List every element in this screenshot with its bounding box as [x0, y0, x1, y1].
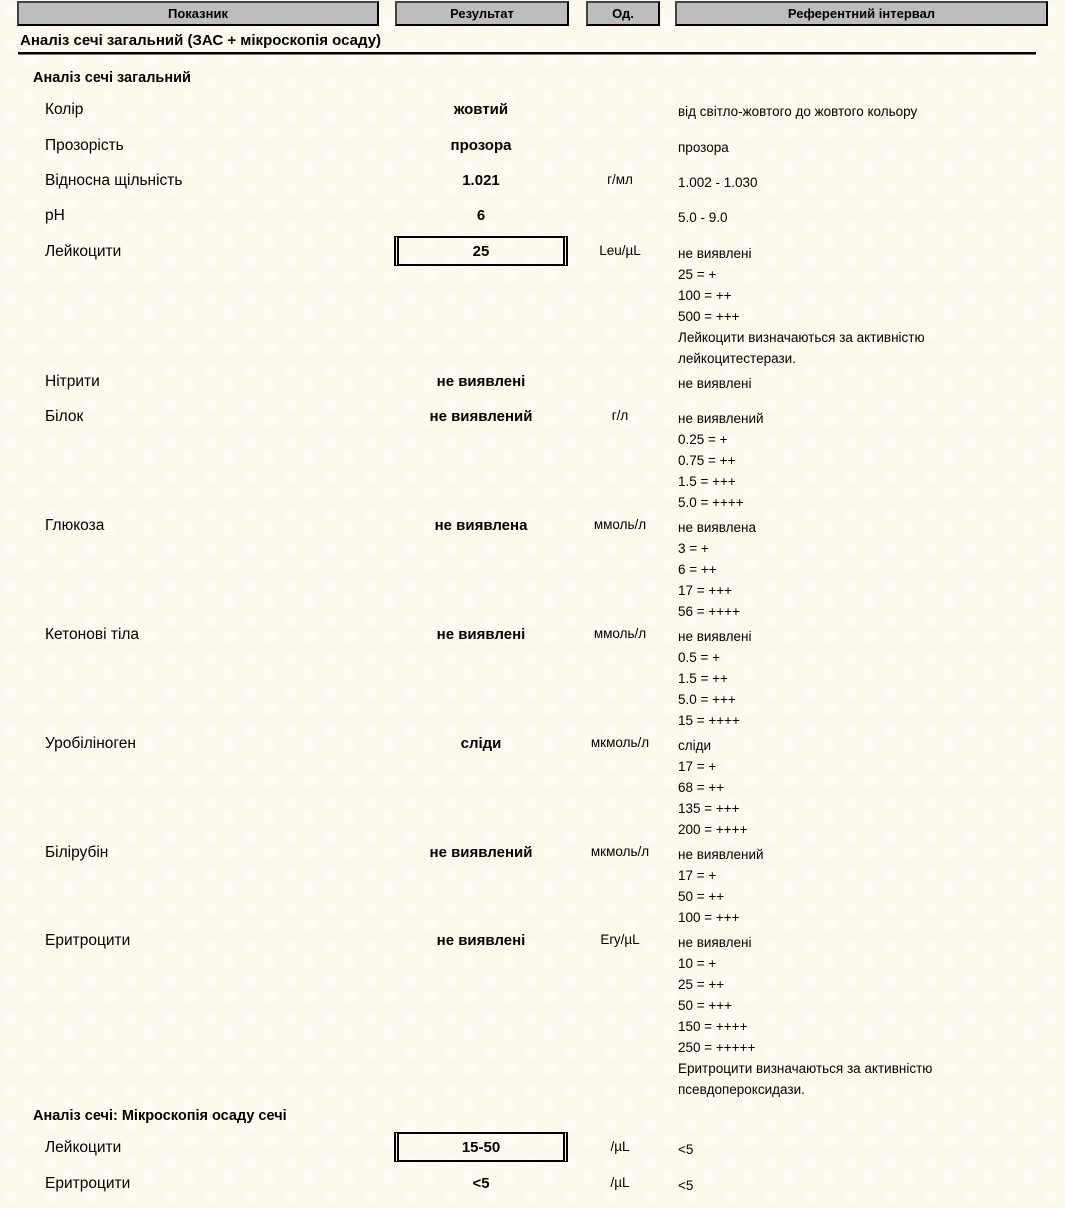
reference-line: 200 = ++++ — [678, 822, 748, 837]
unit: мкмоль/л — [590, 844, 650, 859]
reference-interval — [678, 932, 1058, 1100]
unit: /µL — [610, 1175, 630, 1190]
indicator-name: Еритроцити — [45, 932, 131, 949]
indicator-name: Відносна щільність — [45, 172, 183, 189]
reference-interval — [678, 1175, 1058, 1196]
result-value: не виявлений — [429, 408, 533, 425]
reference-interval — [678, 172, 1058, 193]
indicator-name: Білірубін — [45, 844, 109, 861]
column-header-result[interactable] — [395, 1, 569, 26]
unit: /µL — [610, 1139, 630, 1154]
reference-interval — [678, 844, 1058, 928]
reference-line: Лейкоцити визначаються за активністю — [678, 330, 925, 345]
column-header-result-label: Результат — [450, 6, 514, 21]
column-header-reference[interactable] — [675, 1, 1048, 26]
reference-line: 3 = + — [678, 541, 709, 556]
result-value-flagged: 15-50 — [394, 1132, 568, 1162]
reference-line: не виявлені — [678, 629, 752, 644]
column-header-indicator[interactable] — [17, 1, 379, 26]
reference-line: псевдопероксидази. — [678, 1082, 805, 1097]
reference-interval — [678, 735, 1058, 840]
result-value: не виявлені — [436, 626, 526, 643]
result-value-flagged: 25 — [394, 236, 568, 266]
reference-line: Еритроцити визначаються за активністю — [678, 1061, 933, 1076]
result-value: 6 — [476, 207, 486, 224]
indicator-name: Білок — [45, 408, 84, 425]
reference-line: 135 = +++ — [678, 801, 740, 816]
title-divider — [18, 52, 1036, 55]
reference-line: 68 = ++ — [678, 780, 725, 795]
reference-line: 17 = +++ — [678, 583, 733, 598]
result-value: не виявлений — [429, 844, 533, 861]
reference-line: 500 = +++ — [678, 309, 740, 324]
result-value: не виявлена — [434, 517, 528, 534]
reference-line: 50 = +++ — [678, 998, 733, 1013]
reference-line: від світло-жовтого до жовтого кольору — [678, 104, 918, 119]
reference-line: 56 = ++++ — [678, 604, 740, 619]
reference-line: <5 — [678, 1142, 694, 1157]
reference-line: 17 = + — [678, 759, 717, 774]
indicator-name: Еритроцити — [45, 1175, 131, 1192]
reference-line: не виявлена — [678, 520, 756, 535]
reference-line: лейкоцитестерази. — [678, 351, 796, 366]
indicator-name: Кетонові тіла — [45, 626, 140, 643]
indicator-name: Лейкоцити — [45, 1139, 122, 1156]
reference-interval — [678, 137, 1058, 158]
report-title: Аналіз сечі загальний (ЗАС + мікроскопія осаду) — [20, 32, 382, 49]
result-value: не виявлені — [436, 373, 526, 390]
reference-line: 10 = + — [678, 956, 717, 971]
reference-line: 150 = ++++ — [678, 1019, 748, 1034]
indicator-name: Прозорість — [45, 137, 124, 154]
reference-line: 50 = ++ — [678, 889, 725, 904]
indicator-name: Нітрити — [45, 373, 100, 390]
reference-line: сліди — [678, 738, 712, 753]
reference-line: 5.0 = ++++ — [678, 495, 744, 510]
unit: г/мл — [607, 172, 633, 187]
column-header-reference-label: Референтний інтервал — [787, 6, 936, 21]
reference-interval — [678, 408, 1058, 513]
reference-interval — [678, 1139, 1058, 1160]
reference-line: не виявлені — [678, 935, 752, 950]
reference-line: 1.5 = +++ — [678, 474, 736, 489]
indicator-name: Лейкоцити — [45, 243, 122, 260]
indicator-name: Уробіліноген — [45, 735, 136, 752]
reference-line: не виявлений — [678, 411, 764, 426]
reference-line: не виявлений — [678, 847, 764, 862]
reference-interval — [678, 101, 1058, 122]
reference-line: не виявлені — [678, 246, 752, 261]
indicator-name: Колір — [45, 101, 84, 118]
unit: ммоль/л — [593, 517, 647, 532]
result-value: жовтий — [453, 101, 509, 118]
unit: Ery/µL — [600, 932, 640, 947]
unit: ммоль/л — [593, 626, 647, 641]
column-header-unit-label: Од. — [612, 6, 634, 21]
reference-interval — [678, 517, 1058, 622]
reference-line: 100 = ++ — [678, 288, 732, 303]
reference-line: 1.002 - 1.030 — [678, 175, 758, 190]
result-value: не виявлені — [436, 932, 526, 949]
section-title: Аналіз сечі загальний — [33, 70, 191, 86]
indicator-name: pH — [45, 207, 65, 224]
column-header-indicator-label: Показник — [168, 6, 228, 21]
unit: мкмоль/л — [590, 735, 650, 750]
reference-interval — [678, 626, 1058, 731]
reference-line: 25 = ++ — [678, 977, 725, 992]
result-value: прозора — [450, 137, 512, 154]
unit: г/л — [611, 408, 629, 423]
reference-line: <5 — [678, 1178, 694, 1193]
section-title: Аналіз сечі: Мікроскопія осаду сечі — [33, 1108, 287, 1124]
reference-line: 25 = + — [678, 267, 717, 282]
reference-interval — [678, 207, 1058, 228]
column-header-unit[interactable] — [586, 1, 660, 26]
reference-line: 5.0 - 9.0 — [678, 210, 728, 225]
reference-line: 1.5 = ++ — [678, 671, 728, 686]
unit: Leu/µL — [599, 243, 641, 258]
reference-line: 15 = ++++ — [678, 713, 740, 728]
reference-line: 5.0 = +++ — [678, 692, 736, 707]
result-value: сліди — [460, 735, 502, 752]
reference-line: 0.5 = + — [678, 650, 721, 665]
reference-line: 6 = ++ — [678, 562, 717, 577]
reference-line: 0.75 = ++ — [678, 453, 736, 468]
reference-line: не виявлені — [678, 376, 752, 391]
reference-line: 17 = + — [678, 868, 717, 883]
result-value: <5 — [472, 1175, 490, 1192]
reference-line: 100 = +++ — [678, 910, 740, 925]
reference-interval — [678, 243, 1058, 369]
reference-line: 0.25 = + — [678, 432, 728, 447]
indicator-name: Глюкоза — [45, 517, 105, 534]
reference-line: 250 = +++++ — [678, 1040, 756, 1055]
result-value: 1.021 — [462, 172, 500, 189]
reference-line: прозора — [678, 140, 729, 155]
reference-interval — [678, 373, 1058, 394]
